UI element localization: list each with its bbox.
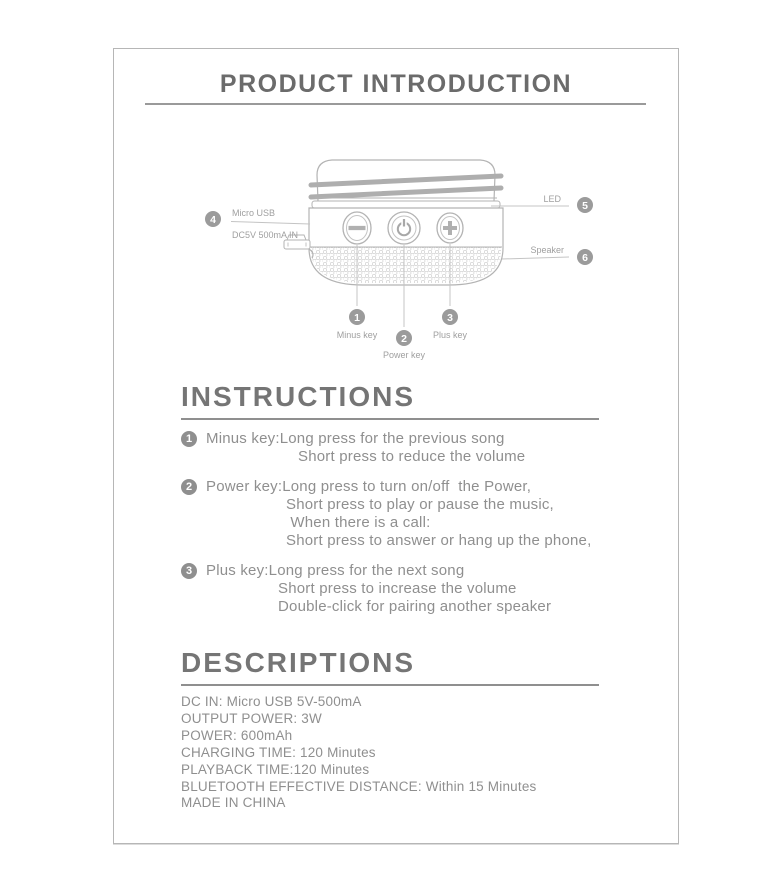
callout-plus-key [433, 309, 468, 340]
instruction-line: Minus key:Long press for the previous song [206, 430, 505, 447]
item-number-badge: 2 [181, 479, 197, 495]
callout-power-key [383, 330, 426, 360]
instruction-item-power [181, 478, 612, 550]
instruction-item-minus [181, 430, 612, 466]
cap-ring-band [312, 201, 500, 208]
instruction-line: Short press to increase the volume [278, 580, 517, 597]
svg-text:LED: LED [543, 194, 561, 204]
svg-text:1: 1 [354, 311, 360, 324]
speaker-diagram-svg [184, 146, 614, 366]
descriptions-heading: DESCRIPTIONS [181, 647, 599, 686]
spec-line: OUTPUT POWER: 3W [181, 710, 322, 726]
item-number-badge: 1 [181, 431, 197, 447]
spec-line: DC IN: Micro USB 5V-500mA [181, 694, 362, 709]
instruction-text [206, 430, 525, 466]
callout-speaker [502, 245, 593, 265]
item-number-badge: 3 [181, 563, 197, 579]
instruction-line: Double-click for pairing another speaker [278, 598, 552, 615]
spec-line: PLAYBACK TIME:120 Minutes [181, 761, 370, 777]
page-border-frame [113, 48, 679, 844]
svg-text:Speaker: Speaker [530, 245, 564, 255]
callout-led [491, 194, 593, 213]
plus-button-icon [437, 213, 463, 243]
instruction-line: Short press to reduce the volume [298, 448, 526, 465]
instruction-text [206, 562, 551, 616]
spec-line: MADE IN CHINA [181, 795, 286, 811]
svg-text:Plus key: Plus key [432, 330, 468, 340]
title-underline [145, 103, 646, 105]
page-title: PRODUCT INTRODUCTION [219, 70, 573, 98]
instruction-line: Power key:Long press to turn on/off the Power, [206, 478, 532, 495]
svg-text:6: 6 [582, 251, 588, 264]
callout-micro-usb [205, 208, 310, 240]
spec-line: CHARGING TIME: 120 Minutes [181, 744, 376, 760]
instruction-text [206, 478, 591, 550]
spec-line: BLUETOOTH EFFECTIVE DISTANCE: Within 15 Minutes [181, 778, 537, 794]
power-button-icon [388, 212, 420, 244]
descriptions-section [181, 647, 612, 812]
minus-button-icon [343, 212, 371, 244]
instruction-line: Short press to answer or hang up the phone, [286, 532, 592, 549]
instruction-line: Short press to play or pause the music, [286, 496, 554, 513]
svg-text:5: 5 [582, 199, 588, 212]
instructions-section [181, 381, 612, 616]
svg-text:Micro USB: Micro USB [232, 208, 276, 218]
svg-text:2: 2 [401, 332, 407, 345]
svg-text:DC5V 500mA IN: DC5V 500mA IN [232, 230, 299, 240]
spec-line: POWER: 600mAh [181, 727, 293, 743]
instruction-item-plus [181, 562, 612, 616]
speaker-grille [311, 247, 501, 283]
speaker-diagram [184, 146, 614, 366]
svg-text:4: 4 [210, 213, 216, 226]
svg-text:Power key: Power key [382, 350, 426, 360]
svg-text:3: 3 [447, 311, 453, 324]
svg-text:Minus key: Minus key [336, 330, 378, 340]
instructions-heading: INSTRUCTIONS [181, 381, 599, 420]
descriptions-list [181, 694, 612, 812]
instruction-line: When there is a call: [286, 514, 431, 531]
callout-minus-key [337, 309, 378, 340]
instruction-line: Plus key:Long press for the next song [206, 562, 465, 579]
